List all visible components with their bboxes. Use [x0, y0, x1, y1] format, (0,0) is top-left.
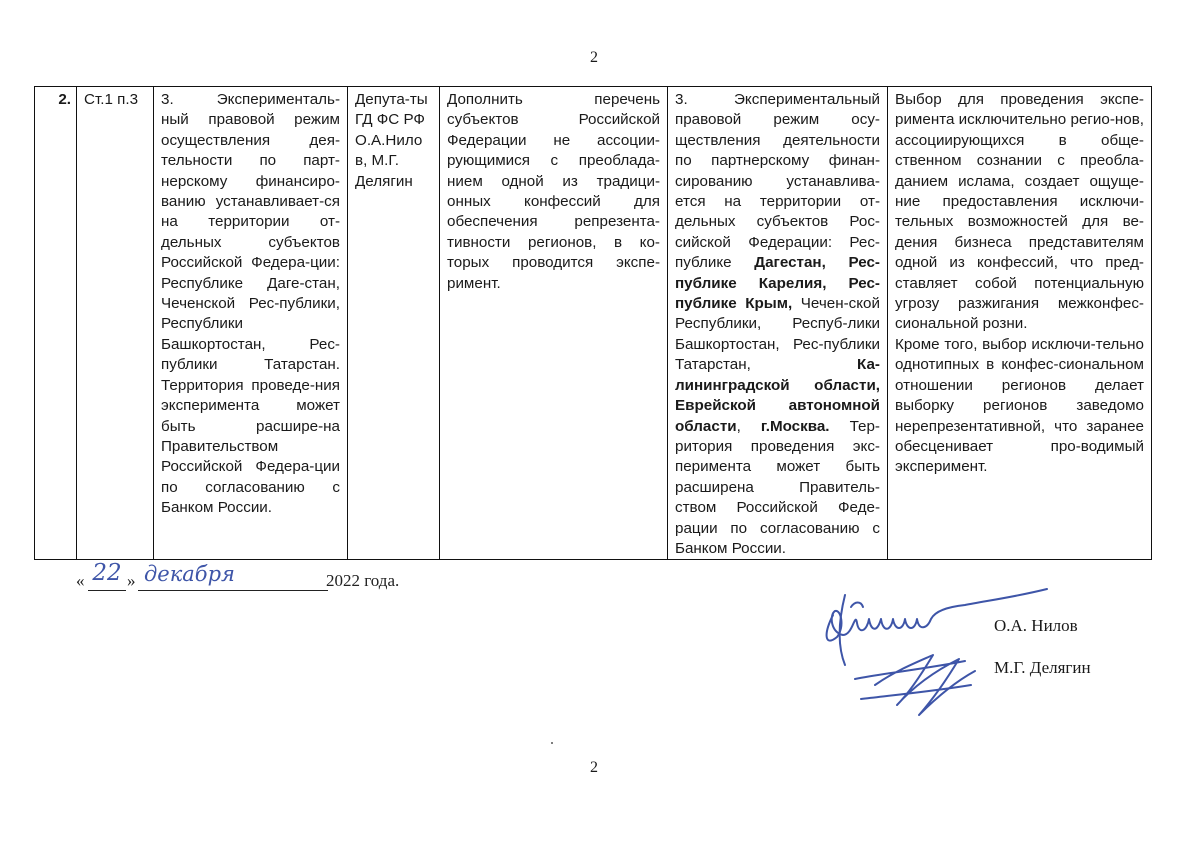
justification-cell — [888, 87, 1152, 560]
current-text-cell: 3. Эксперименталь-ный правовой режим осуществления дея-тельности по парт-нерскому финансиро-ванию устанавливает-ся на территории от-дельных субъектов Российской Федера-ции: Республике Даге-стан, Чеченской Рес-публики, Республики Башкортостан, Рес-публики Татарстан. Территория проведе-ния эксперимента может быть расшире-на Правительством Российской Федера-ции по согласованию с Банком России. — [154, 87, 348, 560]
handwritten-signatures — [815, 575, 1055, 725]
date-year: 2022 года. — [326, 571, 400, 590]
signer-name-2: М.Г. Делягин — [994, 658, 1091, 677]
row-number: 2. — [35, 87, 77, 560]
page-number-bottom: 2 — [590, 759, 598, 776]
date-open-quote: « — [76, 571, 85, 590]
article-reference: Ст.1 п.3 — [77, 87, 154, 560]
authors-cell: Депута-ты ГД ФС РФ О.А.Нило в, М.Г. Делягин — [348, 87, 440, 560]
justification-paragraph-1: Выбор для проведения экспе-римента исключительно регио-нов, ассоциирующихся в обще-ственном сознании с преобла-данием ислама, создает ощуще-ние предоставления исключи-тельных возможностей для ве-дения бизнеса представителям одной из конфессий, что пред-ставляет собой потенциальную угрозу разжигания межконфес-сиональной розни. — [895, 91, 1144, 333]
signature-delyagin-stroke — [855, 655, 975, 715]
signer-name-1: О.А. Нилов — [994, 616, 1078, 635]
new-text-part: Тер-ритория проведения экс-перимента может быть расширена Правитель-ством Российской Феде-рации по согласованию с Банком России. — [675, 417, 880, 557]
justification-paragraph-2: Кроме того, выбор исключи-тельно однотипных в конфес-сиональном отношении регионов делает выборку регионов заведомо нерепрезентативной, что заранее обесценивает про-водимый эксперимент. — [895, 335, 1144, 476]
new-text-cell — [668, 87, 888, 560]
proposal-cell: Дополнить перечень субъектов Российской Федерации не ассоции-рующимися с преоблада-нием одной из традици-онных конфессий для обеспечения репрезента-тивности регионов, в ко-торых проводится экспе-римент. — [440, 87, 668, 560]
date-month: декабря — [138, 562, 328, 591]
table-row — [35, 87, 1152, 560]
new-text-part: Чечен-ской Республики, Респуб-лики Башкортостан, Рес-публики Татарстан, — [675, 295, 880, 374]
signature-nilov-stroke — [851, 603, 863, 608]
scan-speck — [551, 742, 553, 744]
signature-nilov-stroke — [840, 595, 845, 665]
new-text-part-bold: Ка-лининградской области, Еврейской автономной области — [675, 356, 880, 435]
page-number-top: 2 — [590, 49, 598, 66]
new-text-part-bold: г.Москва. — [760, 417, 830, 435]
new-text-part-bold: Дагестан, Рес-публике Карелия, Рес-публике Крым, — [675, 254, 880, 313]
new-text-part: , — [736, 417, 761, 435]
new-text-part: 3. Экспериментальный правовой режим осу-ществления деятельности по партнерскому финан-сированию устанавлива-ется на территории от-дельных субъектов Рос-сийской Федерации: Рес-публике — [675, 91, 880, 272]
amendment-table — [34, 86, 1152, 560]
date-close-quote: » — [127, 571, 136, 590]
date-day: 22 — [88, 560, 126, 591]
